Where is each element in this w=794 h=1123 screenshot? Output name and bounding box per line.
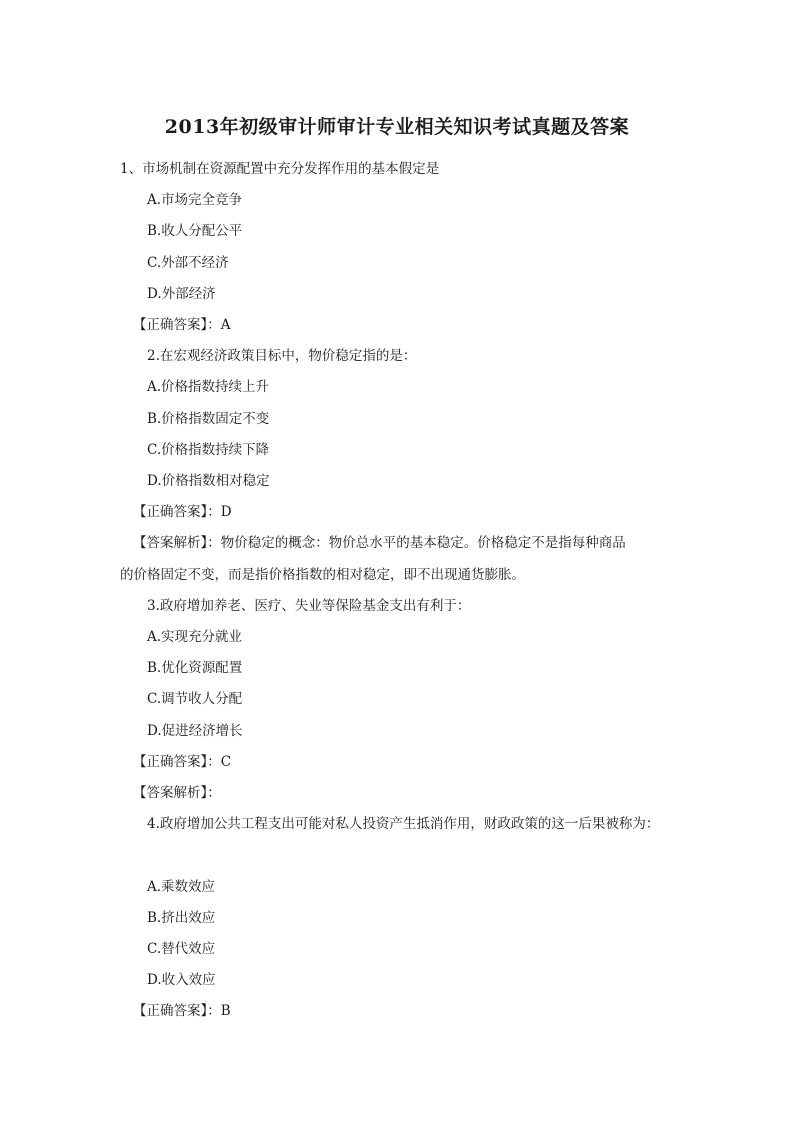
correct-answer: 【正确答案】：A <box>133 317 231 333</box>
document-title: 2013年初级审计师审计专业相关知识考试真题及答案 <box>164 116 630 138</box>
question-stem: 4.政府增加公共工程支出可能对私人投资产生抵消作用，财政政策的这一后果被称为： <box>147 816 660 832</box>
answer-explanation-continued: 的价格固定不变，而是指价格指数的相对稳定，即不出现通货膨胀。 <box>120 567 525 583</box>
answer-option: A.实现充分就业 <box>147 629 243 645</box>
answer-option: A.市场完全竞争 <box>147 192 243 208</box>
answer-option: D.价格指数相对稳定 <box>147 473 270 489</box>
answer-option: C.价格指数持续下降 <box>147 442 270 458</box>
correct-answer: 【正确答案】：B <box>133 1003 231 1019</box>
answer-option: B.价格指数固定不变 <box>147 411 270 427</box>
answer-option: A.乘数效应 <box>147 879 216 895</box>
answer-explanation: 【答案解析】： <box>133 785 221 801</box>
correct-answer: 【正确答案】：C <box>133 754 232 770</box>
question-stem: 2.在宏观经济政策目标中，物价稳定指的是： <box>147 348 417 364</box>
answer-option: D.收入效应 <box>147 972 216 988</box>
answer-option: C.替代效应 <box>147 941 216 957</box>
answer-option: B.挤出效应 <box>147 910 216 926</box>
answer-option: B.优化资源配置 <box>147 660 243 676</box>
answer-explanation: 【答案解析】：物价稳定的概念：物价总水平的基本稳定。价格稳定不是指每种商品 <box>133 535 626 551</box>
answer-option: C.调节收人分配 <box>147 691 243 707</box>
answer-option: A.价格指数持续上升 <box>147 379 270 395</box>
correct-answer: 【正确答案】：D <box>133 504 232 520</box>
answer-option: D.外部经济 <box>147 286 216 302</box>
answer-option: C.外部不经济 <box>147 255 229 271</box>
answer-option: D.促进经济增长 <box>147 723 243 739</box>
question-stem: 3.政府增加养老、医疗、失业等保险基金支出有利于： <box>147 598 471 614</box>
answer-option: B.收人分配公平 <box>147 223 243 239</box>
question-stem: 1、市场机制在资源配置中充分发挥作用的基本假定是 <box>120 161 440 177</box>
